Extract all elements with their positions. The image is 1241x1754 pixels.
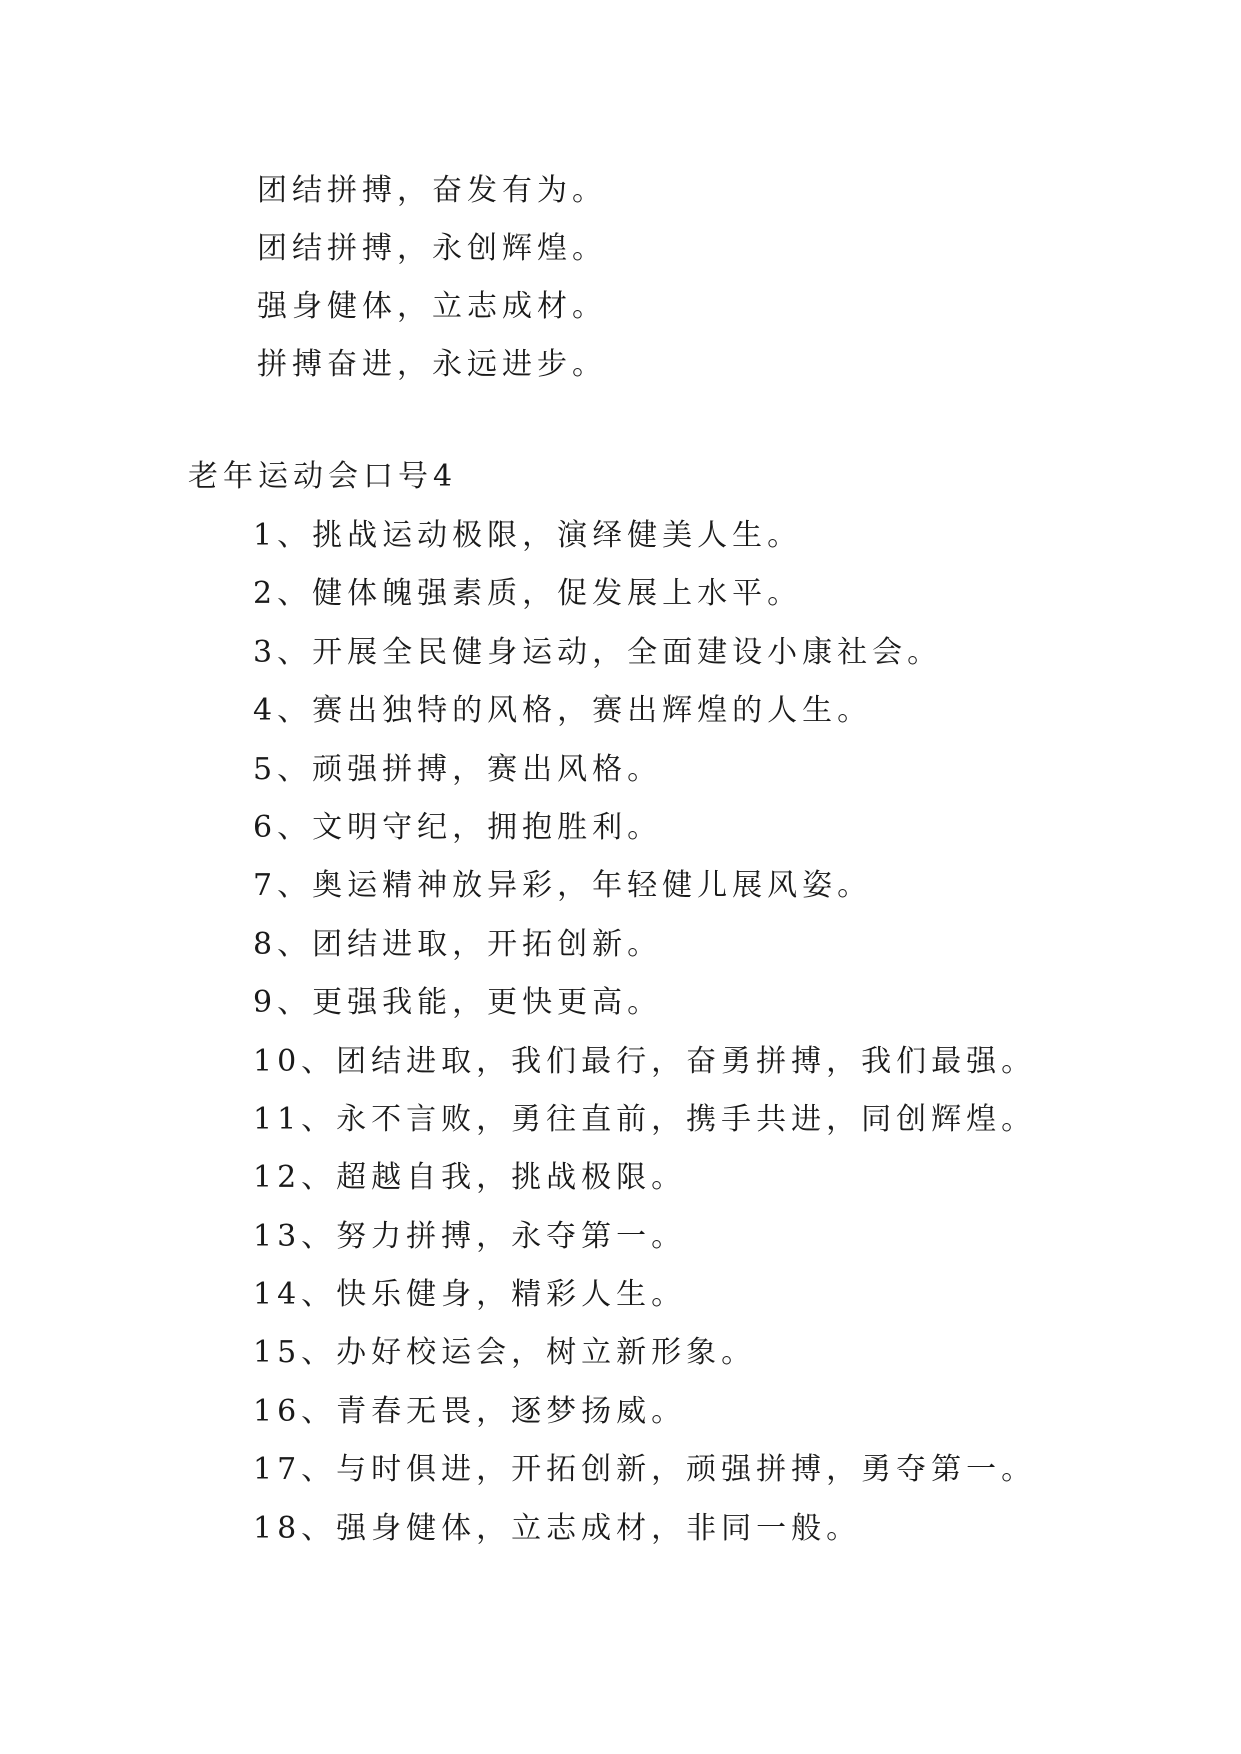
intro-line: 团结拼搏，奋发有为。 (257, 173, 607, 208)
slogan-item: 3、开展全民健身运动，全面建设小康社会。 (253, 634, 943, 670)
intro-line: 团结拼搏，永创辉煌。 (257, 231, 607, 266)
slogan-item: 8、团结进取，开拓创新。 (253, 926, 663, 962)
slogan-item: 10、团结进取，我们最行，奋勇拼搏，我们最强。 (253, 1043, 1037, 1079)
slogan-item: 6、文明守纪，拥抱胜利。 (253, 809, 663, 845)
slogan-item: 9、更强我能，更快更高。 (253, 985, 663, 1021)
slogan-item: 5、顽强拼搏，赛出风格。 (253, 751, 663, 787)
slogan-item: 18、强身健体，立志成材，非同一般。 (253, 1510, 862, 1546)
intro-lines (257, 162, 607, 394)
slogan-list (253, 507, 1036, 1558)
slogan-item: 17、与时俱进，开拓创新，顽强拼搏，勇夺第一。 (253, 1452, 1037, 1488)
slogan-item: 7、奥运精神放异彩，年轻健儿展风姿。 (253, 868, 873, 904)
intro-line: 拼搏奋进，永远进步。 (257, 347, 607, 382)
slogan-item: 11、永不言败，勇往直前，携手共进，同创辉煌。 (253, 1101, 1037, 1137)
slogan-item: 4、赛出独特的风格，赛出辉煌的人生。 (253, 693, 873, 729)
slogan-item: 13、努力拼搏，永夺第一。 (253, 1218, 687, 1254)
slogan-item: 2、健体魄强素质，促发展上水平。 (253, 576, 803, 612)
slogan-item: 15、办好校运会，树立新形象。 (253, 1335, 757, 1371)
section-title: 老年运动会口号4 (188, 459, 458, 494)
slogan-item: 1、挑战运动极限，演绎健美人生。 (253, 518, 803, 553)
intro-line: 强身健体，立志成材。 (257, 289, 607, 324)
slogan-item: 16、青春无畏，逐梦扬威。 (253, 1393, 687, 1429)
slogan-item: 14、快乐健身，精彩人生。 (253, 1277, 687, 1313)
slogan-item: 12、超越自我，挑战极限。 (253, 1160, 687, 1196)
